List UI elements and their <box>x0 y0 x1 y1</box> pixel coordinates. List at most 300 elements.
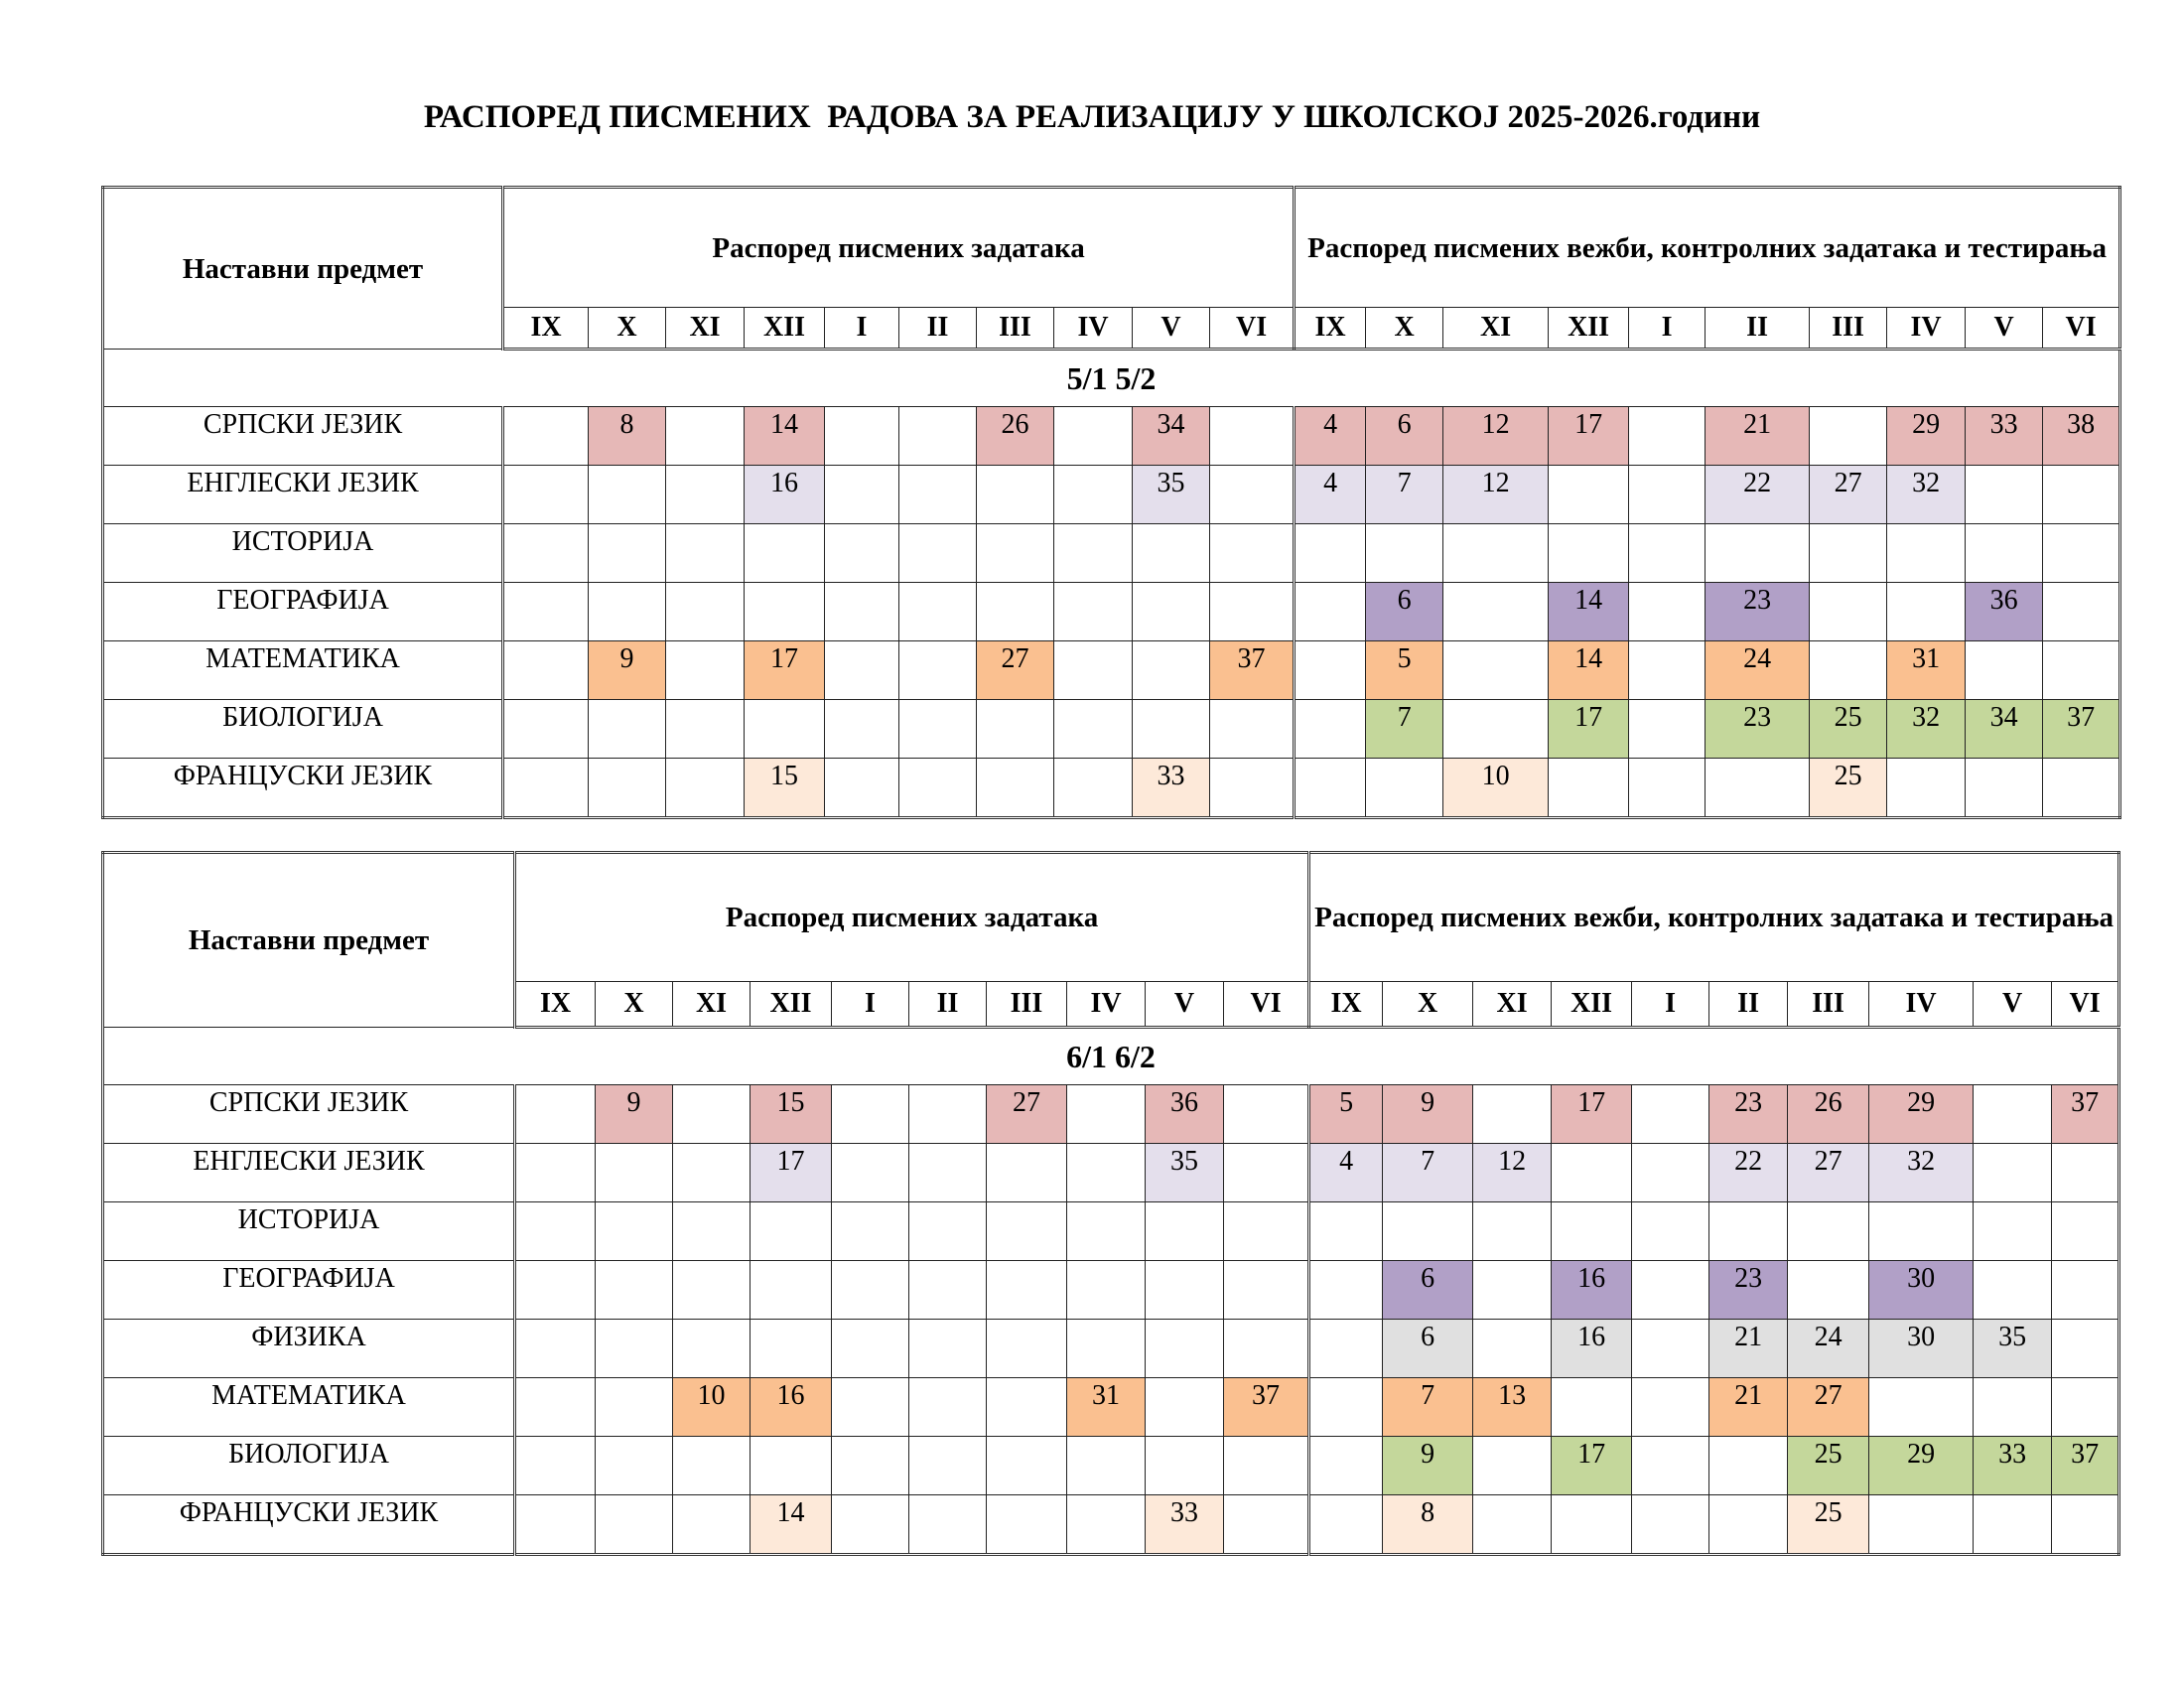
empty-cell <box>899 759 977 818</box>
empty-cell <box>596 1437 673 1495</box>
empty-cell <box>987 1378 1067 1437</box>
empty-cell <box>899 466 977 524</box>
empty-cell <box>1869 1378 1974 1437</box>
empty-cell <box>1709 1202 1788 1261</box>
empty-cell <box>2043 466 2120 524</box>
month-header: X <box>1383 982 1473 1028</box>
empty-cell <box>1309 1320 1383 1378</box>
empty-cell <box>832 1261 909 1320</box>
empty-cell <box>1146 1261 1224 1320</box>
empty-cell <box>1295 641 1366 700</box>
empty-cell <box>1706 524 1810 583</box>
month-header: II <box>1709 982 1788 1028</box>
month-header: X <box>596 982 673 1028</box>
empty-cell <box>1443 583 1549 641</box>
scheduled-week-cell: 34 <box>1133 407 1210 466</box>
empty-cell <box>987 1320 1067 1378</box>
empty-cell <box>1549 759 1629 818</box>
empty-cell <box>1309 1261 1383 1320</box>
empty-cell <box>666 407 745 466</box>
empty-cell <box>825 759 899 818</box>
empty-cell <box>503 466 589 524</box>
month-header: XII <box>1552 982 1632 1028</box>
empty-cell <box>589 583 666 641</box>
subject-name: ИСТОРИЈА <box>103 1202 515 1261</box>
scheduled-week-cell: 32 <box>1869 1144 1974 1202</box>
empty-cell <box>1706 759 1810 818</box>
empty-cell <box>1366 524 1443 583</box>
empty-cell <box>1054 407 1133 466</box>
scheduled-week-cell: 24 <box>1788 1320 1869 1378</box>
empty-cell <box>1443 641 1549 700</box>
month-header: XII <box>751 982 832 1028</box>
empty-cell <box>825 641 899 700</box>
empty-cell <box>515 1085 596 1144</box>
scheduled-week-cell: 35 <box>1974 1320 2052 1378</box>
subject-name: МАТЕМАТИКА <box>103 641 503 700</box>
empty-cell <box>1869 1202 1974 1261</box>
empty-cell <box>825 583 899 641</box>
month-header: X <box>1366 308 1443 350</box>
empty-cell <box>1966 466 2043 524</box>
empty-cell <box>1974 1144 2052 1202</box>
empty-cell <box>1810 524 1887 583</box>
scheduled-week-cell: 25 <box>1788 1495 1869 1555</box>
scheduled-week-cell: 17 <box>751 1144 832 1202</box>
empty-cell <box>666 700 745 759</box>
empty-cell <box>832 1378 909 1437</box>
empty-cell <box>1210 466 1295 524</box>
month-header: XI <box>1443 308 1549 350</box>
month-header: IX <box>1309 982 1383 1028</box>
month-header: I <box>825 308 899 350</box>
scheduled-week-cell: 9 <box>589 641 666 700</box>
scheduled-week-cell: 30 <box>1869 1320 1974 1378</box>
empty-cell <box>1133 641 1210 700</box>
empty-cell <box>1224 1261 1309 1320</box>
class-label: 6/1 6/2 <box>103 1028 2119 1085</box>
subject-row <box>103 1437 2119 1495</box>
month-header: XII <box>1549 308 1629 350</box>
empty-cell <box>987 1495 1067 1555</box>
month-header: III <box>977 308 1054 350</box>
empty-cell <box>1067 1495 1146 1555</box>
scheduled-week-cell: 5 <box>1366 641 1443 700</box>
empty-cell <box>1869 1495 1974 1555</box>
empty-cell <box>977 466 1054 524</box>
scheduled-week-cell: 25 <box>1788 1437 1869 1495</box>
scheduled-week-cell: 32 <box>1887 700 1966 759</box>
scheduled-week-cell: 8 <box>589 407 666 466</box>
scheduled-week-cell: 27 <box>1788 1378 1869 1437</box>
empty-cell <box>1054 641 1133 700</box>
scheduled-week-cell: 6 <box>1383 1261 1473 1320</box>
empty-cell <box>1146 1437 1224 1495</box>
scheduled-week-cell: 16 <box>745 466 825 524</box>
empty-cell <box>673 1437 751 1495</box>
empty-cell <box>515 1261 596 1320</box>
subject-row <box>103 1085 2119 1144</box>
scheduled-week-cell: 23 <box>1706 583 1810 641</box>
scheduled-week-cell: 9 <box>596 1085 673 1144</box>
empty-cell <box>596 1261 673 1320</box>
empty-cell <box>1067 1202 1146 1261</box>
empty-cell <box>1210 524 1295 583</box>
empty-cell <box>2043 641 2120 700</box>
scheduled-week-cell: 32 <box>1887 466 1966 524</box>
scheduled-week-cell: 17 <box>1549 407 1629 466</box>
written-tasks-header: Распоред писмених задатака <box>503 188 1295 308</box>
empty-cell <box>503 759 589 818</box>
empty-cell <box>1629 700 1706 759</box>
scheduled-week-cell: 37 <box>1224 1378 1309 1437</box>
empty-cell <box>666 641 745 700</box>
month-header: IV <box>1869 982 1974 1028</box>
scheduled-week-cell: 6 <box>1366 583 1443 641</box>
empty-cell <box>1974 1261 2052 1320</box>
empty-cell <box>1629 524 1706 583</box>
empty-cell <box>899 700 977 759</box>
month-header: IX <box>1295 308 1366 350</box>
scheduled-week-cell: 21 <box>1706 407 1810 466</box>
empty-cell <box>1473 1437 1552 1495</box>
empty-cell <box>673 1261 751 1320</box>
subject-row <box>103 524 2120 583</box>
empty-cell <box>909 1085 987 1144</box>
scheduled-week-cell: 38 <box>2043 407 2120 466</box>
empty-cell <box>832 1085 909 1144</box>
empty-cell <box>1054 700 1133 759</box>
empty-cell <box>1210 407 1295 466</box>
empty-cell <box>751 1437 832 1495</box>
subject-name: БИОЛОГИЈА <box>103 1437 515 1495</box>
scheduled-week-cell: 4 <box>1295 407 1366 466</box>
month-header: V <box>1146 982 1224 1028</box>
month-header: II <box>909 982 987 1028</box>
scheduled-week-cell: 27 <box>987 1085 1067 1144</box>
empty-cell <box>1443 700 1549 759</box>
subject-row <box>103 1495 2119 1555</box>
scheduled-week-cell: 26 <box>977 407 1054 466</box>
empty-cell <box>1966 641 2043 700</box>
scheduled-week-cell: 10 <box>1443 759 1549 818</box>
empty-cell <box>596 1378 673 1437</box>
written-tasks-header: Распоред писмених задатака <box>515 853 1309 982</box>
empty-cell <box>1632 1261 1709 1320</box>
scheduled-week-cell: 37 <box>2052 1085 2119 1144</box>
empty-cell <box>745 583 825 641</box>
empty-cell <box>2043 759 2120 818</box>
empty-cell <box>1810 583 1887 641</box>
scheduled-week-cell: 16 <box>1552 1261 1632 1320</box>
scheduled-week-cell: 37 <box>2052 1437 2119 1495</box>
empty-cell <box>1224 1144 1309 1202</box>
empty-cell <box>825 407 899 466</box>
empty-cell <box>1788 1202 1869 1261</box>
empty-cell <box>673 1320 751 1378</box>
empty-cell <box>1054 583 1133 641</box>
empty-cell <box>2052 1495 2119 1555</box>
month-header: VI <box>1210 308 1295 350</box>
scheduled-week-cell: 7 <box>1366 466 1443 524</box>
month-header: III <box>1788 982 1869 1028</box>
scheduled-week-cell: 15 <box>745 759 825 818</box>
subject-name: СРПСКИ ЈЕЗИК <box>103 407 503 466</box>
empty-cell <box>977 700 1054 759</box>
exercises-tests-header: Распоред писмених вежби, контролних задатака и тестирања <box>1309 853 2119 982</box>
empty-cell <box>825 700 899 759</box>
empty-cell <box>832 1437 909 1495</box>
scheduled-week-cell: 7 <box>1366 700 1443 759</box>
scheduled-week-cell: 17 <box>1549 700 1629 759</box>
month-header: IV <box>1067 982 1146 1028</box>
empty-cell <box>1549 524 1629 583</box>
scheduled-week-cell: 7 <box>1383 1378 1473 1437</box>
empty-cell <box>1054 759 1133 818</box>
empty-cell <box>832 1495 909 1555</box>
subject-row <box>103 1261 2119 1320</box>
scheduled-week-cell: 23 <box>1709 1261 1788 1320</box>
empty-cell <box>503 583 589 641</box>
empty-cell <box>1709 1437 1788 1495</box>
empty-cell <box>1473 1085 1552 1144</box>
empty-cell <box>666 466 745 524</box>
empty-cell <box>1632 1085 1709 1144</box>
scheduled-week-cell: 8 <box>1383 1495 1473 1555</box>
empty-cell <box>1146 1320 1224 1378</box>
month-header: IX <box>515 982 596 1028</box>
empty-cell <box>589 759 666 818</box>
subject-row <box>103 700 2120 759</box>
scheduled-week-cell: 29 <box>1887 407 1966 466</box>
empty-cell <box>1473 1320 1552 1378</box>
subject-row <box>103 641 2120 700</box>
scheduled-week-cell: 13 <box>1473 1378 1552 1437</box>
month-header: V <box>1974 982 2052 1028</box>
subject-name: ГЕОГРАФИЈА <box>103 1261 515 1320</box>
empty-cell <box>1887 759 1966 818</box>
exercises-tests-header: Распоред писмених вежби, контролних задатака и тестирања <box>1295 188 2120 308</box>
month-header: IV <box>1054 308 1133 350</box>
empty-cell <box>503 700 589 759</box>
empty-cell <box>2052 1144 2119 1202</box>
scheduled-week-cell: 5 <box>1309 1085 1383 1144</box>
subject-row <box>103 1320 2119 1378</box>
scheduled-week-cell: 36 <box>1146 1085 1224 1144</box>
scheduled-week-cell: 17 <box>1552 1437 1632 1495</box>
subject-name: ИСТОРИЈА <box>103 524 503 583</box>
subject-name: БИОЛОГИЈА <box>103 700 503 759</box>
empty-cell <box>1629 759 1706 818</box>
scheduled-week-cell: 12 <box>1443 466 1549 524</box>
month-header: IX <box>503 308 589 350</box>
empty-cell <box>909 1202 987 1261</box>
month-header: V <box>1133 308 1210 350</box>
schedule-table-grade-6 <box>101 851 2120 1556</box>
scheduled-week-cell: 22 <box>1706 466 1810 524</box>
subject-name: ЕНГЛЕСКИ ЈЕЗИК <box>103 1144 515 1202</box>
empty-cell <box>899 583 977 641</box>
empty-cell <box>751 1261 832 1320</box>
empty-cell <box>2043 524 2120 583</box>
scheduled-week-cell: 21 <box>1709 1378 1788 1437</box>
empty-cell <box>987 1202 1067 1261</box>
month-header: III <box>987 982 1067 1028</box>
empty-cell <box>899 407 977 466</box>
empty-cell <box>596 1495 673 1555</box>
empty-cell <box>589 524 666 583</box>
empty-cell <box>909 1437 987 1495</box>
scheduled-week-cell: 27 <box>1788 1144 1869 1202</box>
empty-cell <box>977 583 1054 641</box>
empty-cell <box>1810 407 1887 466</box>
empty-cell <box>1552 1144 1632 1202</box>
month-header: II <box>1706 308 1810 350</box>
empty-cell <box>2052 1320 2119 1378</box>
empty-cell <box>751 1202 832 1261</box>
empty-cell <box>1632 1378 1709 1437</box>
empty-cell <box>1366 759 1443 818</box>
empty-cell <box>1629 407 1706 466</box>
scheduled-week-cell: 23 <box>1709 1085 1788 1144</box>
scheduled-week-cell: 16 <box>1552 1320 1632 1378</box>
empty-cell <box>1632 1202 1709 1261</box>
scheduled-week-cell: 7 <box>1383 1144 1473 1202</box>
empty-cell <box>1383 1202 1473 1261</box>
month-header: I <box>832 982 909 1028</box>
subject-name: ГЕОГРАФИЈА <box>103 583 503 641</box>
empty-cell <box>1210 700 1295 759</box>
empty-cell <box>673 1202 751 1261</box>
empty-cell <box>899 641 977 700</box>
empty-cell <box>1146 1378 1224 1437</box>
month-header: III <box>1810 308 1887 350</box>
empty-cell <box>1067 1320 1146 1378</box>
empty-cell <box>909 1320 987 1378</box>
scheduled-week-cell: 26 <box>1788 1085 1869 1144</box>
scheduled-week-cell: 31 <box>1067 1378 1146 1437</box>
scheduled-week-cell: 14 <box>751 1495 832 1555</box>
empty-cell <box>1054 524 1133 583</box>
month-header: I <box>1632 982 1709 1028</box>
empty-cell <box>1224 1085 1309 1144</box>
empty-cell <box>1224 1495 1309 1555</box>
empty-cell <box>596 1320 673 1378</box>
scheduled-week-cell: 14 <box>745 407 825 466</box>
scheduled-week-cell: 16 <box>751 1378 832 1437</box>
empty-cell <box>1552 1378 1632 1437</box>
scheduled-week-cell: 10 <box>673 1378 751 1437</box>
empty-cell <box>589 466 666 524</box>
empty-cell <box>1054 466 1133 524</box>
month-header: XI <box>1473 982 1552 1028</box>
scheduled-week-cell: 17 <box>745 641 825 700</box>
empty-cell <box>1632 1437 1709 1495</box>
scheduled-week-cell: 37 <box>1210 641 1295 700</box>
empty-cell <box>1309 1378 1383 1437</box>
document-title: РАСПОРЕД ПИСМЕНИХ РАДОВА ЗА РЕАЛИЗАЦИЈУ У ШКОЛСКОЈ 2025-2026.години <box>423 99 1761 135</box>
scheduled-week-cell: 30 <box>1869 1261 1974 1320</box>
empty-cell <box>1295 583 1366 641</box>
empty-cell <box>1067 1144 1146 1202</box>
subject-row <box>103 407 2120 466</box>
empty-cell <box>673 1495 751 1555</box>
empty-cell <box>1309 1202 1383 1261</box>
scheduled-week-cell: 36 <box>1966 583 2043 641</box>
empty-cell <box>1146 1202 1224 1261</box>
scheduled-week-cell: 24 <box>1706 641 1810 700</box>
subject-column-header: Наставни предмет <box>103 188 503 350</box>
empty-cell <box>503 641 589 700</box>
subject-name: ЕНГЛЕСКИ ЈЕЗИК <box>103 466 503 524</box>
scheduled-week-cell: 33 <box>1133 759 1210 818</box>
subject-row <box>103 583 2120 641</box>
empty-cell <box>1067 1437 1146 1495</box>
month-header: I <box>1629 308 1706 350</box>
empty-cell <box>832 1320 909 1378</box>
month-header: IV <box>1887 308 1966 350</box>
subject-name: МАТЕМАТИКА <box>103 1378 515 1437</box>
empty-cell <box>751 1320 832 1378</box>
subject-name: ФИЗИКА <box>103 1320 515 1378</box>
empty-cell <box>1133 700 1210 759</box>
scheduled-week-cell: 23 <box>1706 700 1810 759</box>
empty-cell <box>515 1378 596 1437</box>
empty-cell <box>987 1437 1067 1495</box>
empty-cell <box>1629 466 1706 524</box>
scheduled-week-cell: 31 <box>1887 641 1966 700</box>
empty-cell <box>1210 759 1295 818</box>
scheduled-week-cell: 12 <box>1473 1144 1552 1202</box>
subject-name: ФРАНЦУСКИ ЈЕЗИК <box>103 759 503 818</box>
empty-cell <box>1887 524 1966 583</box>
empty-cell <box>825 524 899 583</box>
empty-cell <box>1974 1202 2052 1261</box>
empty-cell <box>1552 1495 1632 1555</box>
empty-cell <box>745 524 825 583</box>
empty-cell <box>832 1144 909 1202</box>
scheduled-week-cell: 25 <box>1810 700 1887 759</box>
scheduled-week-cell: 29 <box>1869 1085 1974 1144</box>
month-header: X <box>589 308 666 350</box>
empty-cell <box>673 1085 751 1144</box>
empty-cell <box>987 1144 1067 1202</box>
empty-cell <box>977 524 1054 583</box>
empty-cell <box>515 1202 596 1261</box>
scheduled-week-cell: 14 <box>1549 641 1629 700</box>
month-header: VI <box>2043 308 2120 350</box>
empty-cell <box>666 524 745 583</box>
empty-cell <box>1309 1495 1383 1555</box>
scheduled-week-cell: 21 <box>1709 1320 1788 1378</box>
empty-cell <box>1295 700 1366 759</box>
empty-cell <box>515 1320 596 1378</box>
scheduled-week-cell: 37 <box>2043 700 2120 759</box>
empty-cell <box>909 1144 987 1202</box>
scheduled-week-cell: 6 <box>1366 407 1443 466</box>
empty-cell <box>666 583 745 641</box>
empty-cell <box>2052 1261 2119 1320</box>
empty-cell <box>673 1144 751 1202</box>
empty-cell <box>1067 1261 1146 1320</box>
empty-cell <box>1552 1202 1632 1261</box>
empty-cell <box>589 700 666 759</box>
empty-cell <box>832 1202 909 1261</box>
empty-cell <box>1966 524 2043 583</box>
empty-cell <box>1210 583 1295 641</box>
empty-cell <box>1632 1144 1709 1202</box>
empty-cell <box>1709 1495 1788 1555</box>
